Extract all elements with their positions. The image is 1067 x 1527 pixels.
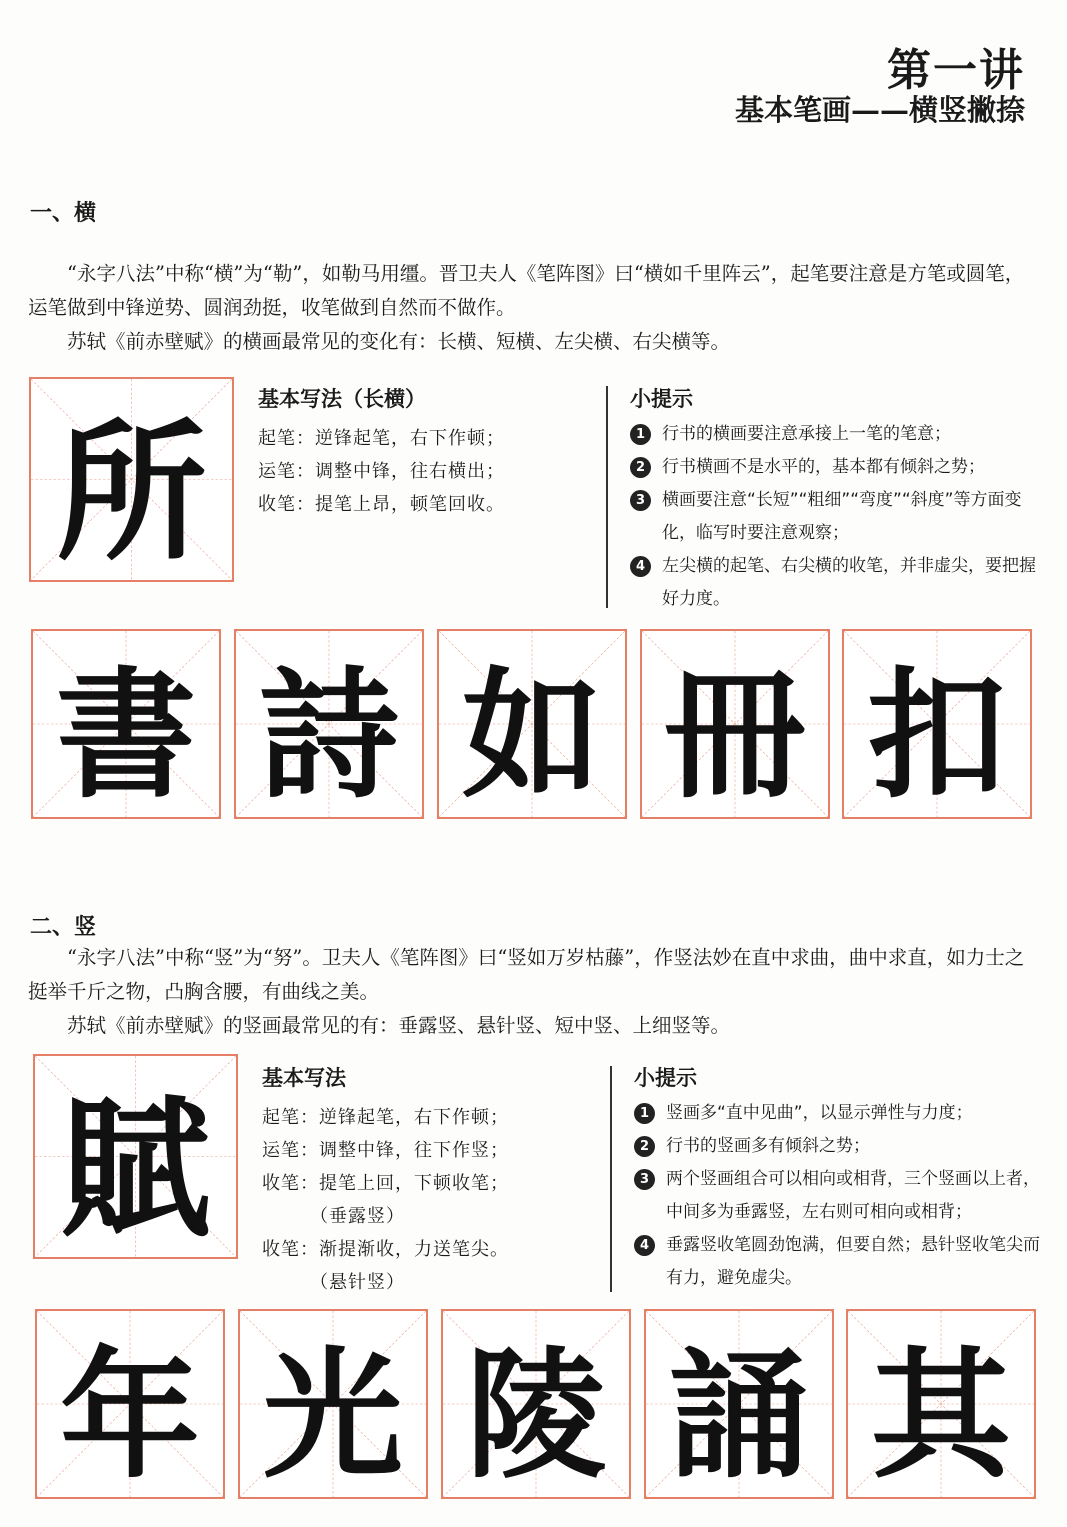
number-bullet-icon: 2 <box>634 1136 655 1157</box>
section-heading-heng: 一、横 <box>30 200 97 226</box>
tip-item <box>634 1229 1044 1295</box>
tips-title: 小提示 <box>634 1065 697 1090</box>
tip-item <box>630 451 1040 484</box>
character-grid-box <box>35 1309 225 1499</box>
number-bullet-icon: 2 <box>630 457 651 478</box>
character-grid-box <box>846 1309 1036 1499</box>
tip-text: 垂露竖收笔圆劲饱满，但要自然；悬针竖收笔尖而有力，避免虚尖。 <box>666 1235 1040 1288</box>
tip-item <box>634 1163 1044 1229</box>
example-char-box <box>33 1054 238 1259</box>
method-block <box>262 1063 509 1299</box>
calligraphy-char: 年 <box>59 1333 200 1498</box>
tips-title: 小提示 <box>630 386 693 411</box>
calligraphy-char: 其 <box>870 1333 1011 1498</box>
tip-item <box>630 484 1040 550</box>
column-divider <box>610 1066 612 1292</box>
tip-item <box>630 550 1040 616</box>
example-char: 賦 <box>60 1081 211 1258</box>
method-row: 收笔：渐提渐收，力送笔尖。 <box>262 1239 509 1260</box>
method-row: 收笔：提笔上昂，顿笔回收。 <box>258 494 505 515</box>
method-row: 收笔：提笔上回，下顿收笔； <box>262 1173 509 1194</box>
section-paragraph: “永字八法”中称“竖”为“努”。卫夫人《笔阵图》曰“竖如万岁枯藤”，作竖法妙在直中求曲，曲中求直，如力士之挺举千斤之物，凸胸含腰，有曲线之美。 <box>28 946 1025 1003</box>
number-bullet-icon: 1 <box>630 424 651 445</box>
tip-text: 横画要注意“长短”“粗细”“弯度”“斜度”等方面变化，临写时要注意观察； <box>662 490 1022 543</box>
tips-block <box>630 384 1040 616</box>
calligraphy-char: 扣 <box>866 653 1007 818</box>
number-bullet-icon: 1 <box>634 1103 655 1124</box>
tip-text: 行书横画不是水平的，基本都有倾斜之势； <box>662 457 985 477</box>
tip-text: 竖画多“直中见曲”，以显示弹性与力度； <box>666 1103 973 1123</box>
method-row: 运笔：调整中锋，往下作竖； <box>262 1140 509 1161</box>
method-row: （垂露竖） <box>310 1206 405 1227</box>
method-row: （悬针竖） <box>310 1272 405 1293</box>
tip-text: 行书的竖画多有倾斜之势； <box>666 1136 870 1156</box>
column-divider <box>606 386 608 608</box>
number-bullet-icon: 4 <box>630 556 651 577</box>
example-char-box <box>29 377 234 582</box>
calligraphy-char: 書 <box>55 653 196 818</box>
number-bullet-icon: 4 <box>634 1235 655 1256</box>
character-grid-box <box>842 629 1032 819</box>
character-grid-box <box>31 629 221 819</box>
character-grid-box <box>644 1309 834 1499</box>
tips-block <box>634 1063 1044 1295</box>
number-bullet-icon: 3 <box>630 490 651 511</box>
method-block <box>258 384 505 521</box>
method-title: 基本写法（长横） <box>258 386 426 411</box>
character-grid-box <box>238 1309 428 1499</box>
number-bullet-icon: 3 <box>634 1169 655 1190</box>
calligraphy-char: 誦 <box>668 1333 809 1498</box>
tip-text: 行书的横画要注意承接上一笔的笔意； <box>662 424 951 444</box>
character-grid-box <box>437 629 627 819</box>
lecture-title: 第一讲 <box>887 45 1025 96</box>
section-heading-shu: 二、竖 <box>30 914 97 940</box>
method-title: 基本写法 <box>262 1065 346 1090</box>
section-paragraph: 苏轼《前赤壁赋》的横画最常见的变化有：长横、短横、左尖横、右尖横等。 <box>67 330 731 353</box>
character-grid-box <box>640 629 830 819</box>
tip-text: 左尖横的起笔、右尖横的收笔，并非虚尖，要把握好力度。 <box>662 556 1036 609</box>
tip-text: 两个竖画组合可以相向或相背，三个竖画以上者，中间多为垂露竖，左右则可相向或相背； <box>666 1169 1040 1222</box>
calligraphy-char: 冊 <box>664 653 805 818</box>
character-grid-box <box>441 1309 631 1499</box>
section-paragraph: 苏轼《前赤壁赋》的竖画最常见的有：垂露竖、悬针竖、短中竖、上细竖等。 <box>67 1014 731 1037</box>
calligraphy-char: 陵 <box>465 1333 606 1498</box>
method-row: 起笔：逆锋起笔，右下作顿； <box>258 428 505 449</box>
character-grid-box <box>234 629 424 819</box>
example-char: 所 <box>56 404 207 581</box>
lecture-subtitle: 基本笔画——横竖撇捺 <box>734 93 1025 127</box>
method-row: 起笔：逆锋起笔，右下作顿； <box>262 1107 509 1128</box>
calligraphy-char: 如 <box>461 653 602 818</box>
section-paragraph: “永字八法”中称“横”为“勒”，如勒马用缰。晋卫夫人《笔阵图》曰“横如千里阵云”，起笔要注意是方笔或圆笔，运笔做到中锋逆势、圆润劲挺，收笔做到自然而不做作。 <box>28 262 1025 319</box>
tip-item <box>634 1130 1044 1163</box>
method-row: 运笔：调整中锋，往右横出； <box>258 461 505 482</box>
tip-item <box>630 418 1040 451</box>
tip-item <box>634 1097 1044 1130</box>
calligraphy-char: 詩 <box>258 653 399 818</box>
calligraphy-char: 光 <box>262 1333 403 1498</box>
